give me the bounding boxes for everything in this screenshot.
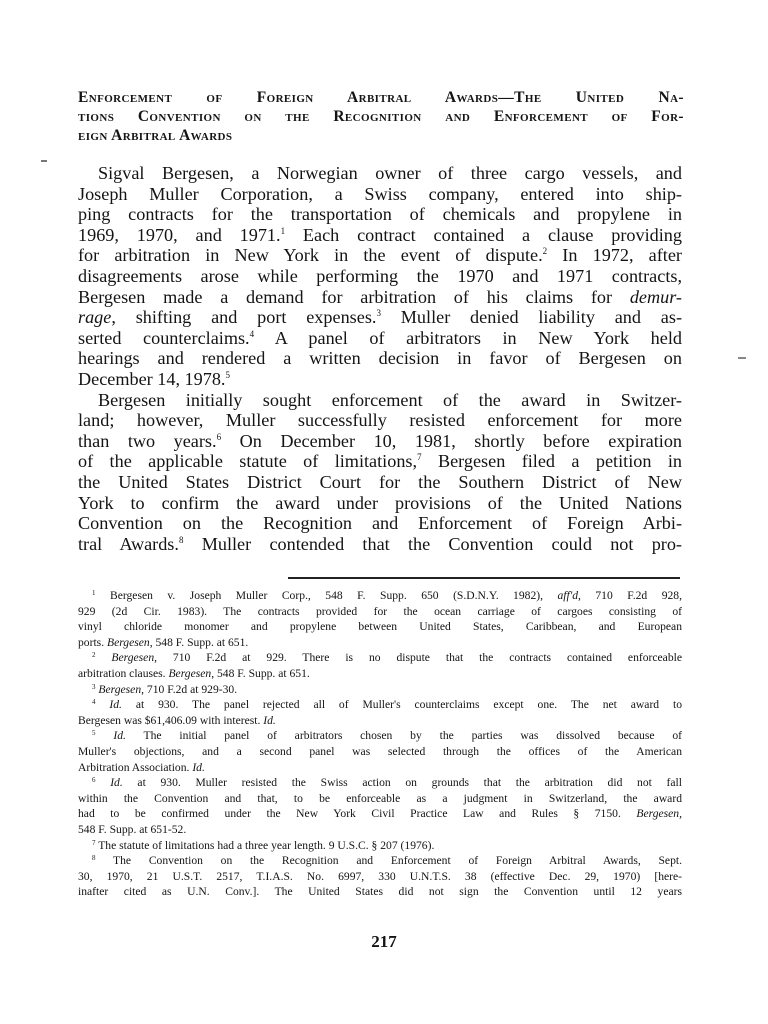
- footnote-line: 548 F. Supp. at 651-52.: [78, 822, 187, 836]
- body-line: Bergesen initially sought enforcement of the award in Switzer-: [98, 389, 682, 410]
- body-line: rage, shifting and port expenses.$^3$ Muller denied liability and as-: [78, 307, 682, 328]
- heading-line: tions Convention on the Recognition and Enforcement of For-: [78, 108, 684, 125]
- footnote-line: Arbitration Association. Id.: [78, 760, 205, 774]
- footnote-rule: [288, 577, 680, 579]
- heading-line: Enforcement of Foreign Arbitral Awards—The United Na-: [78, 89, 684, 106]
- footnote-line: $^1$ Bergesen v. Joseph Muller Corp., 548 F. Supp. 650 (S.D.N.Y. 1982), aff'd, 710 F.2d 928,: [92, 589, 682, 602]
- body-line: tral Awards.$^8$ Muller contended that the Convention could not pro-: [78, 533, 682, 554]
- body-line: disagreements arose while performing the 1970 and 1971 contracts,: [78, 265, 682, 286]
- footnote-line: $^5$ Id. The initial panel of arbitrators chosen by the parties was dissolved because of: [92, 729, 682, 743]
- body-line: ping contracts for the transportation of chemicals and propylene in: [78, 204, 682, 225]
- body-line: York to confirm the award under provisions of the United Nations: [78, 492, 682, 513]
- footnote-line: $^8$ The Convention on the Recognition and Enforcement of Foreign Arbitral Awards, Sept.: [92, 854, 682, 868]
- footnote-line: within the Convention and that, to be enforceable as a judgment in Switzerland, the award: [78, 791, 682, 805]
- footnote-line: Bergesen was $61,406.09 with interest. Id.: [78, 713, 276, 727]
- body-text: [78, 163, 682, 554]
- heading-line: eign Arbitral Awards: [78, 127, 233, 144]
- body-line: 1969, 1970, and 1971.$^1$ Each contract contained a clause providing: [78, 224, 682, 245]
- body-line: than two years.$^6$ On December 10, 1981, shortly before expiration: [78, 430, 682, 451]
- footnote-line: ports. Bergesen, 548 F. Supp. at 651.: [78, 635, 249, 649]
- body-line: Sigval Bergesen, a Norwegian owner of three cargo vessels, and: [98, 163, 682, 183]
- body-line: the United States District Court for the Southern District of New: [78, 471, 682, 492]
- margin-mark: [41, 160, 47, 162]
- footnote-line: $^6$ Id. at 930. Muller resisted the Swiss action on grounds that the arbitration did not fall: [92, 776, 682, 790]
- footnote-line: $^2$ Bergesen, 710 F.2d at 929. There is no dispute that the contracts contained enforceable: [92, 651, 682, 665]
- footnote-line: $^4$ Id. at 930. The panel rejected all of Muller's counterclaims except one. The net award to: [92, 698, 682, 712]
- body-line: land; however, Muller successfully resisted enforcement for more: [78, 410, 682, 431]
- page-number: 217: [371, 932, 397, 951]
- margin-mark: [738, 357, 746, 359]
- footnote-line: arbitration clauses. Bergesen, 548 F. Supp. at 651.: [78, 666, 310, 680]
- footnotes: [78, 588, 682, 900]
- body-line: Convention on the Recognition and Enforcement of Foreign Arbi-: [78, 513, 682, 534]
- footnote-line: had to be confirmed under the New York Civil Practice Law and Rules § 7150. Bergesen,: [78, 807, 682, 821]
- body-line: December 14, 1978.$^5$: [78, 368, 230, 389]
- footnote-line: Muller's objections, and a second panel was selected through the offices of the American: [78, 744, 682, 758]
- footnote-line: vinyl chloride monomer and propylene between United States, Caribbean, and European: [78, 620, 682, 634]
- footnote-line: $^3$ Bergesen, 710 F.2d at 929-30.: [92, 682, 238, 696]
- footnote-line: $^7$ The statute of limitations had a three year length. 9 U.S.C. § 207 (1976).: [92, 838, 435, 852]
- footnote-line: 30, 1970, 21 U.S.T. 2517, T.I.A.S. No. 6997, 330 U.N.T.S. 38 (effective Dec. 29, 1970) [here-: [78, 869, 682, 883]
- body-line: for arbitration in New York in the event of dispute.$^2$ In 1972, after: [78, 245, 682, 266]
- body-line: serted counterclaims.$^4$ A panel of arbitrators in New York held: [78, 327, 682, 348]
- body-line: of the applicable statute of limitations,$^7$ Bergesen filed a petition in: [78, 451, 682, 472]
- body-line: Bergesen made a demand for arbitration of his claims for demur-: [78, 286, 682, 307]
- body-line: Joseph Muller Corporation, a Swiss company, entered into ship-: [78, 183, 682, 204]
- footnote-line: 929 (2d Cir. 1983). The contracts provided for the ocean carriage of cargoes consisting of: [78, 604, 682, 618]
- article-heading: [78, 88, 684, 145]
- body-line: hearings and rendered a written decision in favor of Bergesen on: [78, 348, 682, 369]
- footnote-line: inafter cited as U.N. Conv.]. The United States did not sign the Convention until 12 years: [78, 885, 682, 899]
